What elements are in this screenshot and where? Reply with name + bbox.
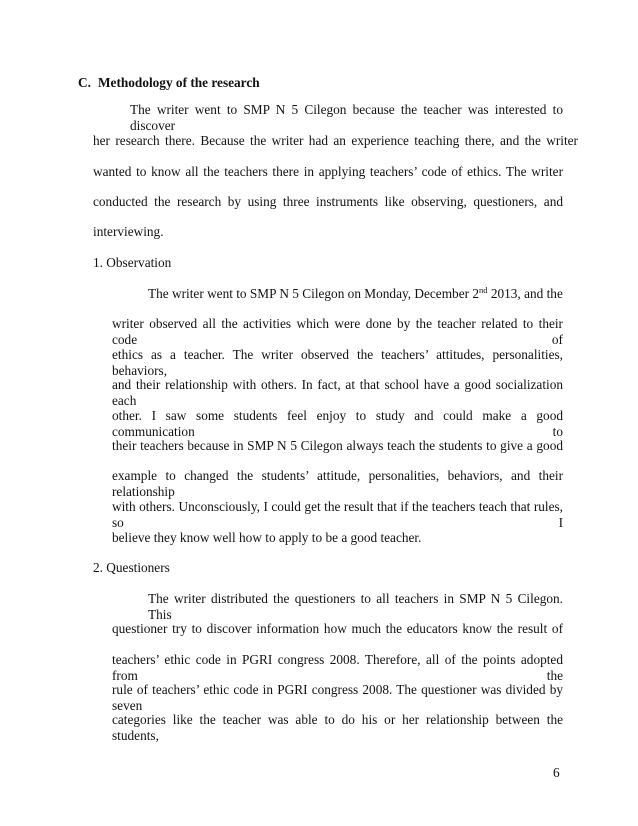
intro-line: conducted the research by using three instruments like observing, questioners, and [93, 194, 563, 209]
intro-line: wanted to know all the teachers there in applying teachers’ code of ethics. The writer [93, 164, 563, 179]
section-heading [78, 75, 260, 91]
intro-line: The writer went to SMP N 5 Cilegon because the teacher was interested to discover [130, 102, 563, 133]
observation-line: writer observed all the activities which were done by the teacher related to their code of [112, 316, 563, 347]
observation-line: other. I saw some students feel enjoy to study and could make a good communication to [112, 408, 563, 439]
observation-line: their teachers because in SMP N 5 Cilegon always teach the students to give a good [112, 438, 563, 453]
section-title: Methodology of the research [98, 75, 260, 90]
observation-line: believe they know well how to apply to be a good teacher. [112, 530, 422, 545]
intro-line: her research there. Because the writer had an experience teaching there, and the writer [93, 133, 578, 148]
questioners-line: rule of teachers’ ethic code in PGRI congress 2008. The questioner was divided by seven [112, 682, 563, 713]
observation-first-line-a: The writer went to SMP N 5 Cilegon on Monday, December 2 [148, 286, 480, 301]
observation-line: example to changed the students’ attitude, personalities, behaviors, and their relationship [112, 468, 563, 499]
questioners-line: The writer distributed the questioners to all teachers in SMP N 5 Cilegon. This [148, 591, 563, 622]
observation-title: 1. Observation [93, 255, 172, 270]
section-letter: C. [78, 75, 91, 90]
questioners-line: teachers’ ethic code in PGRI congress 2008. Therefore, all of the points adopted from the [112, 652, 563, 683]
observation-first-line [148, 286, 563, 302]
questioners-line: questioner try to discover information how much the educators know the result of [112, 621, 563, 636]
observation-first-line-b: 2013, and the [487, 286, 563, 301]
questioners-title: 2. Questioners [93, 560, 170, 575]
ordinal-suffix: nd [479, 285, 488, 295]
page-number: 6 [553, 765, 560, 780]
observation-line: with others. Unconsciously, I could get the result that if the teachers teach that rules, so I [112, 499, 563, 530]
observation-line: ethics as a teacher. The writer observed the teachers’ attitudes, personalities, behaviors, [112, 347, 563, 378]
observation-line: and their relationship with others. In fact, at that school have a good socialization each [112, 377, 563, 408]
questioners-line: categories like the teacher was able to do his or her relationship between the students, [112, 712, 563, 743]
intro-line: interviewing. [93, 224, 164, 239]
